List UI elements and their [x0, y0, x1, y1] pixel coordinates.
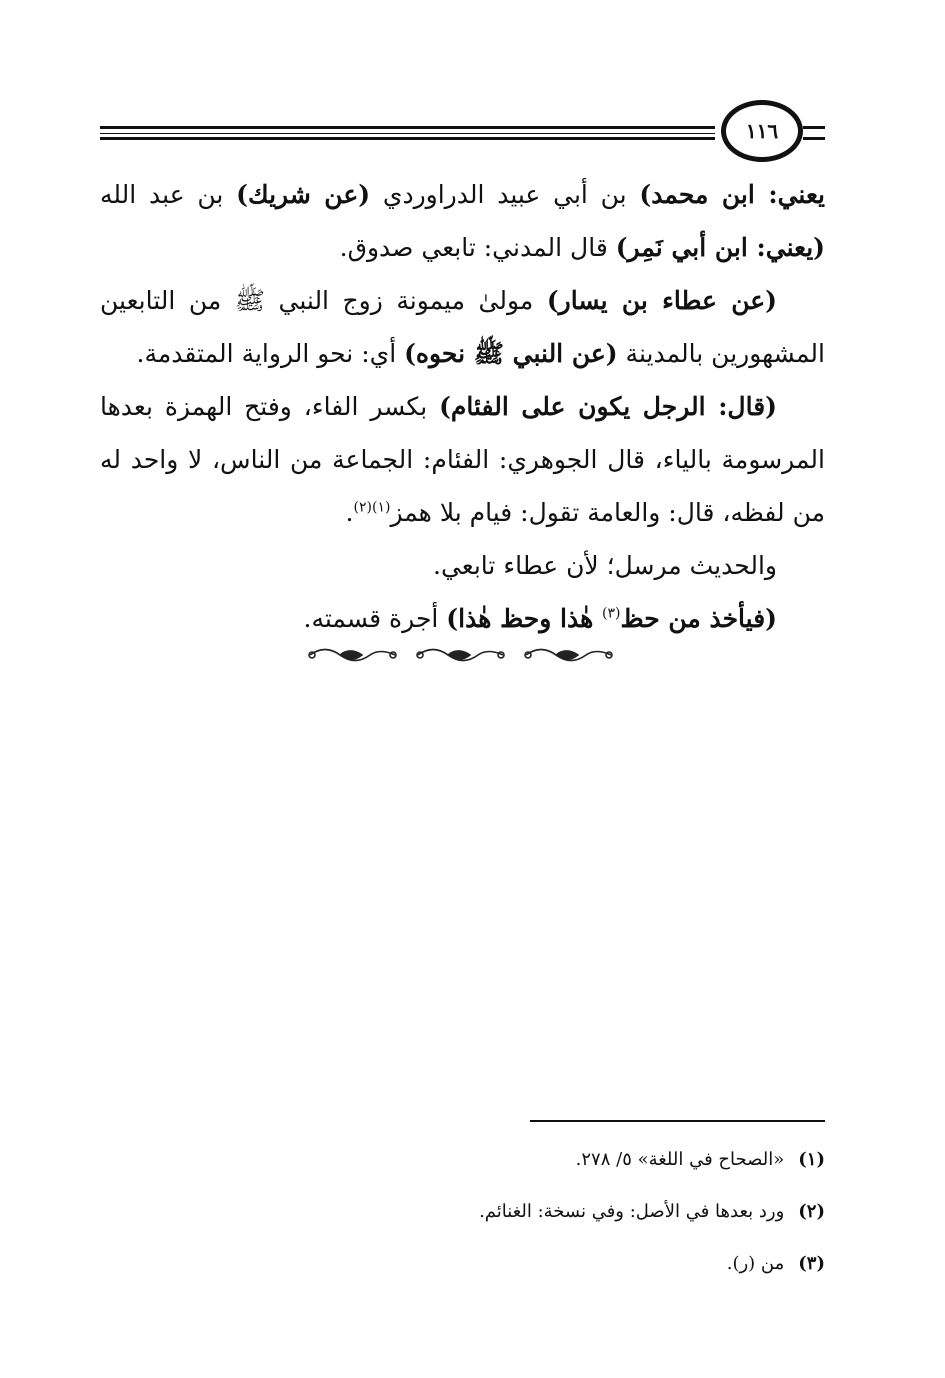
text-segment: (عن شريك) [236, 180, 371, 209]
page-header [100, 100, 825, 170]
text-segment: (يعني: ابن أبي نَمِر) [615, 233, 825, 262]
text-segment: (فيأخذ من حظ [620, 604, 777, 633]
text-segment: . [345, 498, 354, 527]
footnote: (٣)من (ر). [726, 1253, 825, 1274]
footnote: (١)«الصحاح في اللغة» ٥/ ٢٧٨. [575, 1149, 825, 1170]
footnotes [100, 1120, 825, 1290]
main-text [100, 168, 825, 645]
text-segment: أي: نحو الرواية المتقدمة. [136, 339, 405, 368]
header-rule [100, 133, 715, 134]
text-segment: هٰذا وحظ هٰذا) [446, 604, 602, 633]
header-rule [803, 126, 825, 129]
footnote: (٢)ورد بعدها في الأصل: وفي نسخة: الغنائم. [479, 1201, 825, 1222]
paragraph [100, 592, 825, 645]
footnote-rule [530, 1120, 825, 1122]
text-segment: بكسر الفاء، وفتح الهمزة بعدها المرسومة بالياء، قال الجوهري: الفئام: الجماعة من الناس، لا واحد له من لفظه، قال: والعامة تقول: فيام بلا همز [100, 392, 825, 527]
text-segment: يعني: ابن محمد) [639, 180, 825, 209]
text-segment: أجرة قسمته. [303, 604, 447, 633]
ornament-flourish-icon [525, 650, 612, 661]
text-segment: قال المدني: تابعي صدوق. [339, 233, 616, 262]
paragraph [100, 539, 825, 592]
footnote-ref: (١)(٢) [353, 499, 391, 516]
header-rule [100, 126, 715, 129]
text-segment: (عن النبي ﷺ نحوه) [404, 339, 618, 368]
text-segment: بن عبد الله [100, 180, 237, 209]
text-segment: والحديث مرسل؛ لأن عطاء تابعي. [433, 551, 777, 580]
footnote-ref: (٣) [602, 605, 621, 622]
paragraph [100, 380, 825, 539]
page-number: ١١٦ [721, 100, 803, 162]
text-segment: (عن عطاء بن يسار) [546, 286, 777, 315]
text-segment: مولىٰ ميمونة زوج النبي ﷺ من التابعين المشهورين بالمدينة [100, 286, 825, 368]
paragraph [100, 274, 825, 380]
ornament-flourish-icon [417, 650, 504, 661]
ornament-divider [300, 640, 620, 670]
header-rule [100, 137, 715, 140]
header-rule [803, 137, 825, 140]
paragraph [100, 168, 825, 274]
text-segment: بن أبي عبيد الدراوردي [370, 180, 640, 209]
text-segment: (قال: الرجل يكون على الفئام) [439, 392, 777, 421]
ornament-flourish-icon [309, 650, 396, 661]
